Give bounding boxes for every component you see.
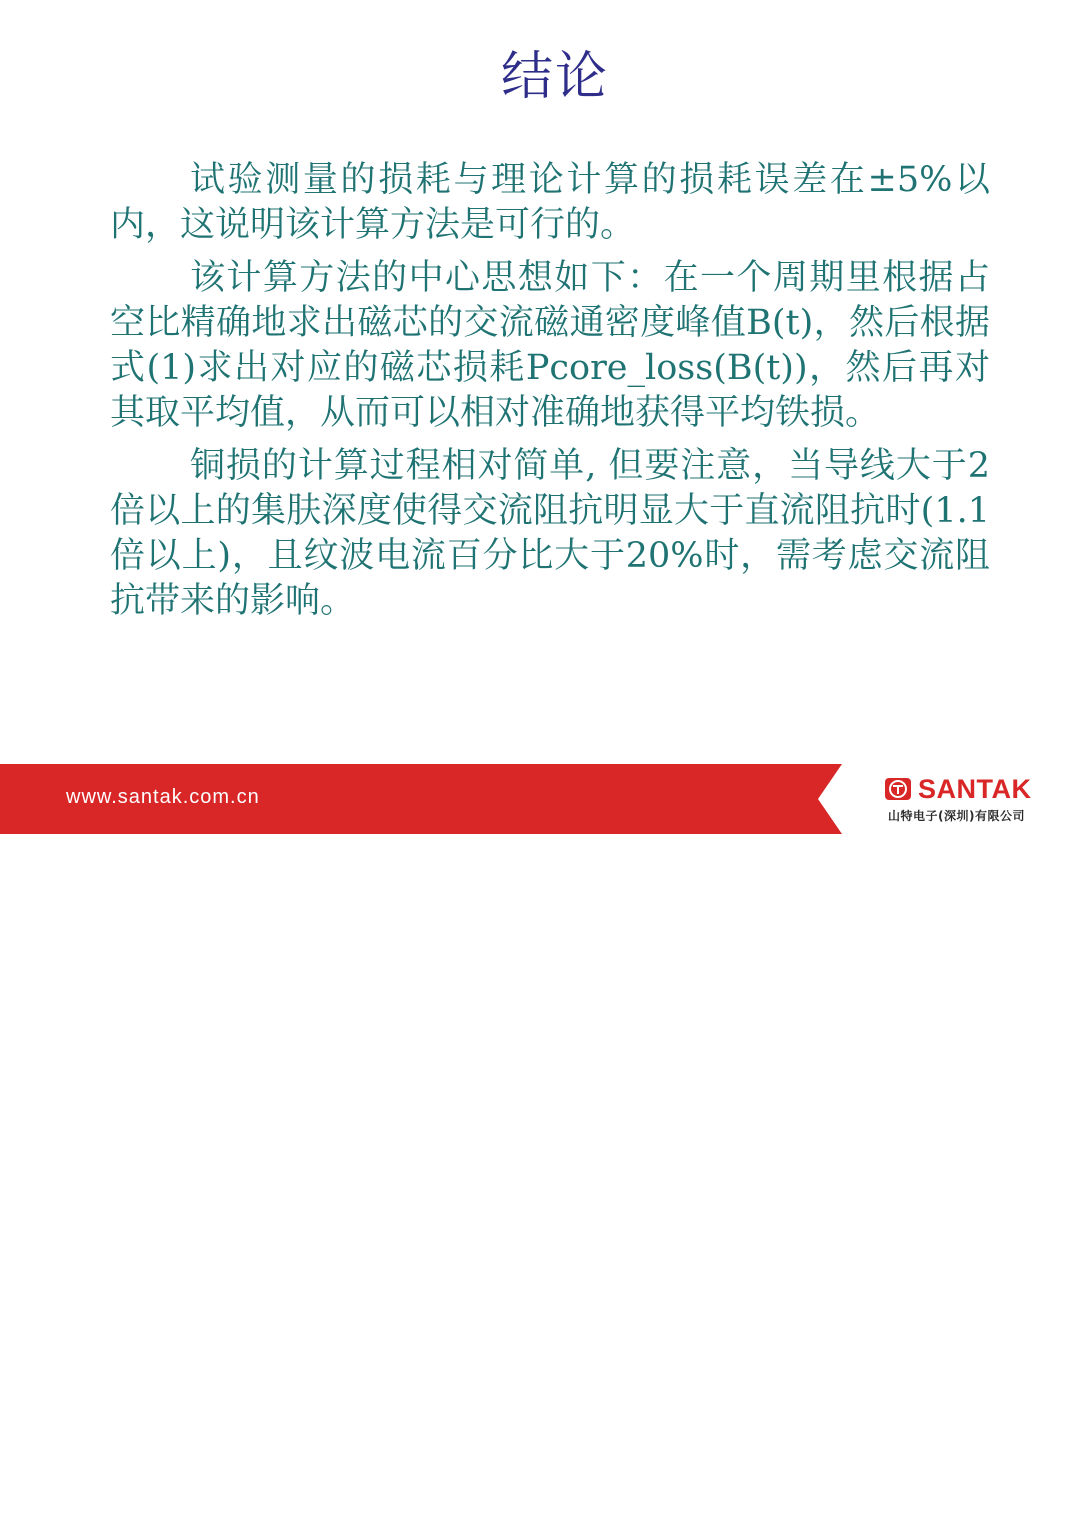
brand-logo [884,774,1064,824]
company-name: 山特电子(深圳)有限公司 [888,809,1025,823]
footer-band [0,764,1080,834]
santak-logo-icon [884,777,912,801]
slide-title: 结论 [500,47,609,107]
paragraph-copper-loss: 铜损的计算过程相对简单, 但要注意，当导线大于2倍以上的集肤深度使得交流阻抗明显大于直流阻抗时(1.1倍以上)，且纹波电流百分比大于20%时，需考虑交流阻抗带来的影响。 [110,446,990,621]
body-text [110,158,990,632]
paragraph-method-idea: 该计算方法的中心思想如下：在一个周期里根据占空比精确地求出磁芯的交流磁通密度峰值B(t)，然后根据式(1)求出对应的磁芯损耗Pcore_loss(B(t))，然后再对其取平均值，从而可以相对准确地获得平均铁损。 [110,258,990,433]
paragraph-conclusion-error: 试验测量的损耗与理论计算的损耗误差在±5%以内，这说明该计算方法是可行的。 [110,160,990,245]
brand-name: SANTAK [918,773,1032,804]
website-link[interactable]: www.santak.com.cn [66,786,260,808]
